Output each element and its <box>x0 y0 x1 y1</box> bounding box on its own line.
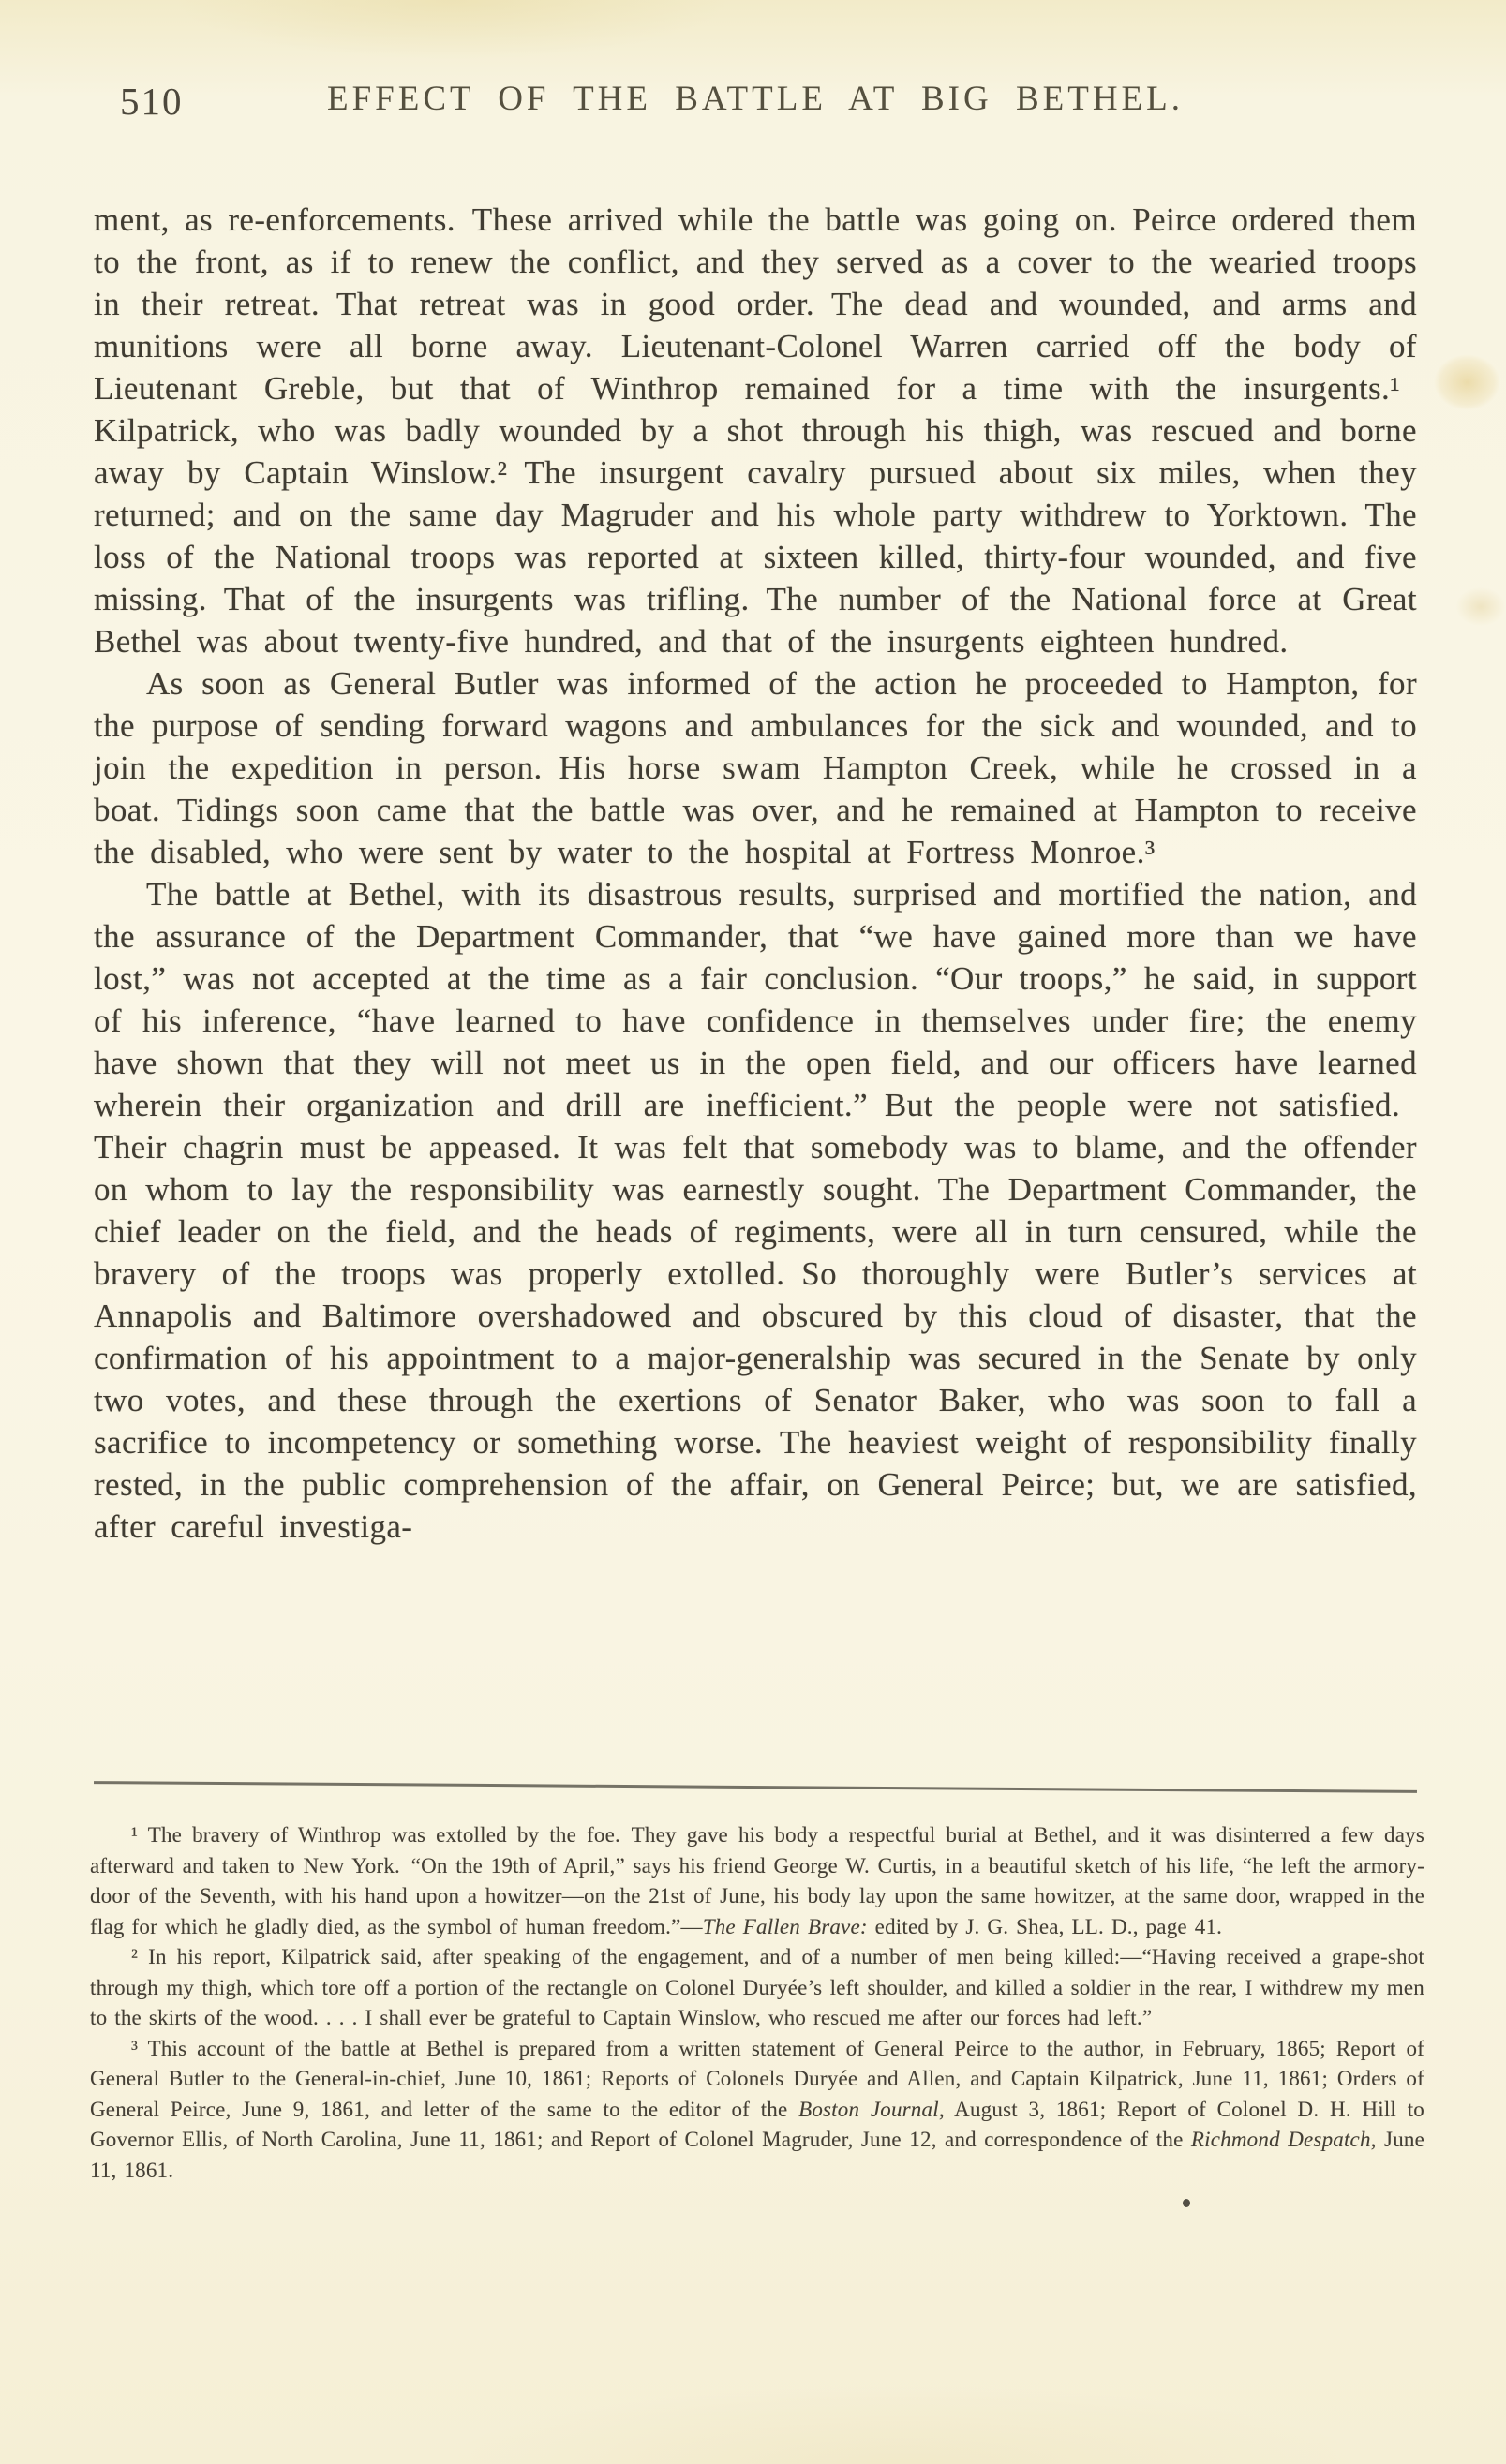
footnotes <box>90 1820 1424 2186</box>
footnote-text: ² In his report, Kilpatrick said, after speaking of the engagement, and of a number of men being killed:—“Having received a grape-shot through my thigh, which tore off a portion of the rectangle on Colonel Duryée’s left shoulder, and killed a soldier in the rear, I withdrew my men to the skirts of the wood. . . . I shall ever be grateful to Captain Winslow, who rescued me after our forces had left.” <box>90 1945 1424 2029</box>
footnote-text: ¹ The bravery of Winthrop was extolled by the foe. They gave his body a respectful burial at Bethel, and it was disinterred a few days afterward and taken to New York. “On the 19th of April,” says his friend George W. Curtis, in a beautiful sketch of his life, “he left the armory-door of the Seventh, with his hand upon a howitzer—on the 21st of June, his body lay upon the same howitzer, at the same door, wrapped in the flag for which he gladly died, as the symbol of human freedom.”— <box>90 1823 1424 1938</box>
page-stain <box>1423 345 1506 420</box>
footnote-citation: Richmond Despatch <box>1190 2128 1371 2151</box>
page-number: 510 <box>120 80 184 123</box>
ink-spot <box>1183 2199 1190 2207</box>
footnote <box>90 1942 1424 2034</box>
footnote-separator-rule <box>94 1781 1417 1793</box>
page-stain <box>1448 581 1506 632</box>
footnote-text: , August 3, 1861; Report of Colonel D. H. Hill to Governor Ellis, of North Carolina, June 11, 1861; and Report of Colonel Magruder, June 12, and correspondence of the <box>90 2097 1424 2151</box>
footnote <box>90 2034 1424 2187</box>
paragraph: As soon as General Butler was informed of the action he proceeded to Hampton, for the purpose of sending forward wagons and ambulances for the sick and wounded, and to join the expedition in person. His horse swam Hampton Creek, while he crossed in a boat. Tidings soon came that the battle was over, and he remained at Hampton to receive the disabled, who were sent by water to the hospital at Fortress Monroe.³ <box>94 665 1417 870</box>
footnote-text: , June 11, 1861. <box>90 2128 1425 2182</box>
paragraph: The battle at Bethel, with its disastrous results, surprised and mortified the nation, and the assurance of the Department Commander, that “we have gained more than we have lost,” was not accepted at the time as a fair conclusion. “Our troops,” he said, in support of his inference, “have learned to have confidence in themselves under fire; the enemy have shown that they will not meet us in the open field, and our officers have learned wherein their organization and drill are inefficient.” But the people were not satisfied. Their chagrin must be appeased. It was felt that somebody was to blame, and the offender on whom to lay the responsibility was earnestly sought. The Department Commander, the chief leader on the field, and the heads of regiments, were all in turn censured, while the bravery of the troops was properly extolled. So thoroughly were Butler’s services at Annapolis and Baltimore overshadowed and obscured by this cloud of disaster, that the confirmation of his appointment to a major-generalship was secured in the Senate by only two votes, and these through the exertions of Senator Baker, who was soon to fall a sacrifice to incompetency or something worse. The heaviest weight of responsibility finally rested, in the public comprehension of the affair, on General Peirce; but, we are satisfied, after careful investiga- <box>94 876 1417 1545</box>
paragraph: ment, as re-enforcements. These arrived while the battle was going on. Peirce ordered them to the front, as if to renew the conflict, and they served as a cover to the wearied troops in their retreat. That retreat was in good order. The dead and wounded, and arms and munitions were all borne away. Lieutenant-Colonel Warren carried off the body of Lieutenant Greble, but that of Winthrop remained for a time with the insurgents.¹ Kilpatrick, who was badly wounded by a shot through his thigh, was rescued and borne away by Captain Winslow.² The insurgent cavalry pursued about six miles, when they returned; and on the same day Magruder and his whole party withdrew to Yorktown. The loss of the National troops was reported at sixteen killed, thirty-four wounded, and five missing. That of the insurgents was trifling. The number of the National force at Great Bethel was about twenty-five hundred, and that of the insurgents eighteen hundred. <box>94 201 1417 660</box>
footnote-citation: The Fallen Brave: <box>702 1914 868 1938</box>
running-header-title: EFFECT OF THE BATTLE AT BIG BETHEL. <box>326 80 1184 118</box>
footnote-citation: Boston Journal <box>798 2097 939 2121</box>
footnote-text: edited by J. G. Shea, LL. D., page 41. <box>867 1914 1223 1938</box>
footnote <box>90 1820 1424 1942</box>
body-text <box>94 199 1417 1548</box>
footnote-text: ³ This account of the battle at Bethel is prepared from a written statement of General Peirce to the author, in February, 1865; Report of General Butler to the General-in-chief, June 10, 1861; Reports of Colonels Duryée and Allen, and Captain Kilpatrick, June 11, 1861; Orders of General Peirce, June 9, 1861, and letter of the same to the editor of the <box>90 2036 1424 2121</box>
running-header <box>94 79 1417 127</box>
